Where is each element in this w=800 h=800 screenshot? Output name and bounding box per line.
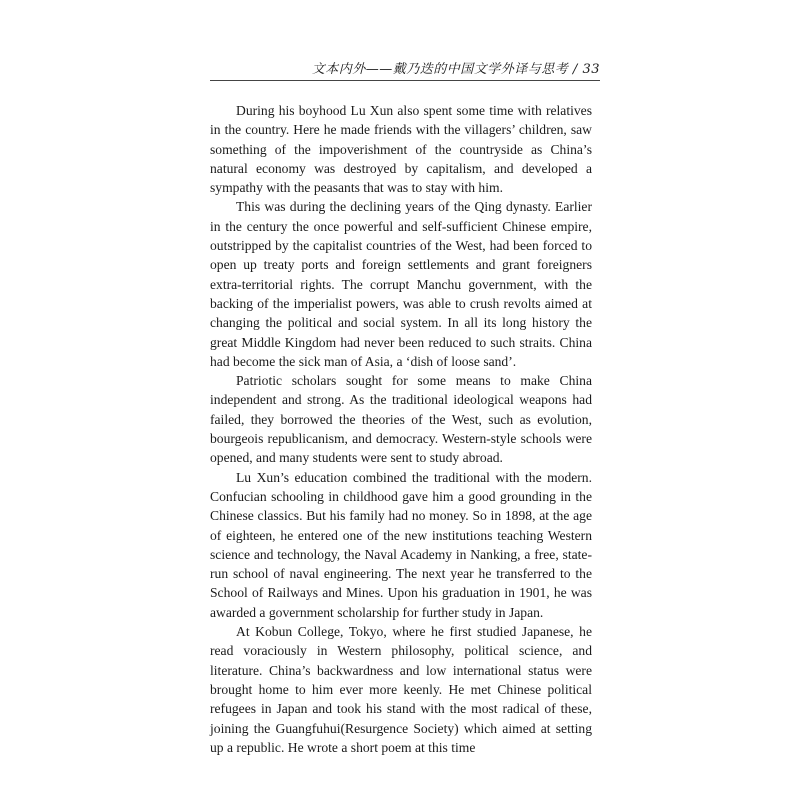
paragraph: Patriotic scholars sought for some means to make China independent and strong. As the traditional ideological weapons had failed, they borrowed the theories of the West, such as evolution, bourgeois republicanism, and democracy. Western-style schools were opened, and many students were sent to study abroad.: [210, 373, 592, 466]
header-separator: /: [572, 62, 578, 77]
body-text: [210, 101, 592, 757]
header-rule: [210, 80, 600, 81]
running-header: [210, 58, 600, 80]
paragraph: This was during the declining years of the Qing dynasty. Earlier in the century the once powerful and self-sufficient Chinese empire, outstripped by the capitalist countries of the West, had been forced to open up treaty ports and foreign settlements and grant foreigners extra-territorial rights. The corrupt Manchu government, with the backing of the imperialist powers, was able to crush revolts aimed at changing the political and social system. In all its long history the great Middle Kingdom had never been reduced to such straits. China had become the sick man of Asia, a ‘dish of loose sand’.: [210, 199, 592, 369]
paragraph: At Kobun College, Tokyo, where he first studied Japanese, he read voraciously in Western philosophy, political science, and literature. China’s backwardness and low international status were brought home to him ever more keenly. He met Chinese political refugees in Japan and took his stand with the most radical of these, joining the Guangfuhui(Resurgence Society) which aimed at setting up a republic. He wrote a short poem at this time: [210, 624, 592, 755]
page-number: 33: [582, 62, 600, 77]
running-title: 文本内外——戴乃迭的中国文学外译与思考: [311, 62, 569, 77]
paragraph: During his boyhood Lu Xun also spent some time with relatives in the country. Here he made friends with the villagers’ children, saw something of the impoverishment of the countryside as China’s natural economy was destroyed by capitalism, and developed a sympathy with the peasants that was to stay with him.: [210, 103, 592, 196]
paragraph: Lu Xun’s education combined the traditional with the modern. Confucian schooling in childhood gave him a good grounding in the Chinese classics. But his family had no money. So in 1898, at the age of eighteen, he entered one of the new institutions teaching Western science and technology, the Naval Academy in Nanking, a free, state-run school of naval engineering. The next year he transferred to the School of Railways and Mines. Upon his graduation in 1901, he was awarded a government scholarship for further study in Japan.: [210, 469, 592, 620]
